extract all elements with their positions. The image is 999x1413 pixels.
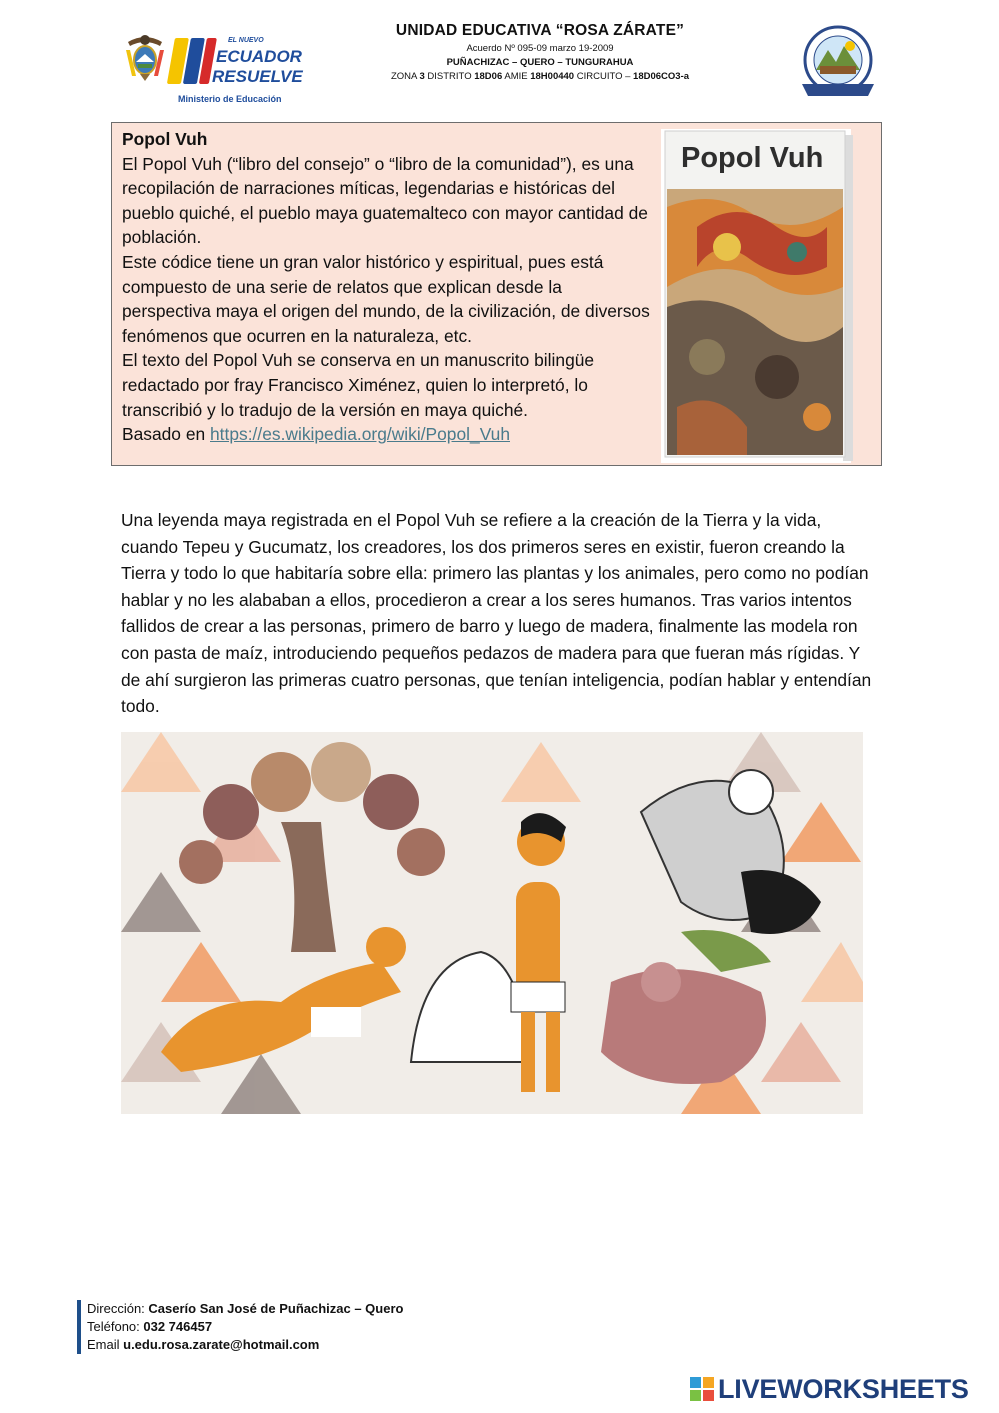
maya-creation-illustration bbox=[121, 732, 863, 1114]
ministry-of-education-logo bbox=[176, 32, 303, 106]
wikipedia-link[interactable]: https://es.wikipedia.org/wiki/Popol_Vuh bbox=[210, 424, 510, 445]
ministry-name-text: Ministerio de Educación bbox=[178, 94, 282, 104]
ministry-line2-text: RESUELVE bbox=[212, 67, 303, 86]
liveworksheets-logo-icon bbox=[690, 1377, 714, 1401]
email-label: Email bbox=[87, 1337, 124, 1352]
info-paragraph-2: Este códice tiene un gran valor histórico y espiritual, pues está compuesto de una serie de relatos que explican desde la perspectiva maya el origen del mundo, de la civilización, de diversos fenómenos que ocurren en la naturaleza, etc. bbox=[122, 251, 650, 346]
address-value: Caserío San José de Puñachizac – Quero bbox=[148, 1301, 404, 1316]
zone-line bbox=[330, 71, 750, 82]
email-value: u.edu.rosa.zarate@hotmail.com bbox=[123, 1337, 320, 1352]
ministry-line1-text: ECUADOR bbox=[216, 47, 302, 66]
book-cover-title: Popol Vuh bbox=[681, 142, 824, 174]
zone-value: 3 bbox=[419, 71, 425, 82]
header-text-block bbox=[330, 22, 750, 82]
amie-value: 18H00440 bbox=[530, 71, 575, 82]
phone-line bbox=[87, 1318, 403, 1336]
source-prefix: Basado en bbox=[122, 424, 210, 445]
popol-vuh-book-cover bbox=[657, 127, 857, 465]
liveworksheets-brand[interactable] bbox=[690, 1372, 990, 1406]
location-line bbox=[330, 57, 750, 68]
address-label: Dirección: bbox=[87, 1301, 149, 1316]
amie-label: AMIE bbox=[504, 71, 528, 82]
school-name: UNIDAD EDUCATIVA “ROSA ZÁRATE” bbox=[395, 22, 685, 39]
agreement-line: Acuerdo Nº 095-09 marzo 19-2009 bbox=[466, 43, 614, 54]
popol-vuh-info-box bbox=[111, 122, 882, 466]
location-text: PUÑACHIZAC – QUERO – TUNGURAHUA bbox=[446, 57, 634, 68]
maya-legend-paragraph: Una leyenda maya registrada en el Popol Vuh se refiere a la creación de la Tierra y la vida, cuando Tepeu y Gucumatz, los creadores, los dos primeros seres en existir, fueron creando la Tierra y todo lo que habitaría sobre ella: primero las plantas y los animales, pero como no podían hablar y no les alababan a ellos, procedieron a crear a los seres humanos. Tras varios intentos fallidos de crear a las personas, primero de barro y luego de madera, finalmente las modela ron con pasta de maíz, introduciendo pequeños pedazos de madera para que fueran más rígidas. Y de ahí surgieron las primeras cuatro personas, que tenían inteligencia, podían hablar y entendían todo. bbox=[121, 510, 872, 717]
email-line bbox=[87, 1336, 403, 1354]
book-cover-artwork bbox=[667, 189, 843, 455]
info-title: Popol Vuh bbox=[122, 129, 208, 149]
zone-label: ZONA bbox=[390, 71, 417, 82]
page-header bbox=[0, 18, 999, 108]
circuit-value: 18D06CO3-a bbox=[633, 71, 690, 82]
info-source bbox=[122, 422, 652, 447]
circuit-label: CIRCUITO – bbox=[576, 71, 631, 82]
ministry-top-text: EL NUEVO bbox=[228, 37, 264, 44]
school-seal-icon bbox=[798, 22, 878, 106]
ecuador-coat-of-arms-icon bbox=[124, 32, 166, 82]
contact-footer bbox=[77, 1300, 403, 1354]
liveworksheets-text: LIVEWORKSHEETS bbox=[718, 1374, 969, 1404]
phone-value: 032 746457 bbox=[143, 1319, 213, 1334]
district-label: DISTRITO bbox=[427, 71, 472, 82]
info-paragraph-1: El Popol Vuh (“libro del consejo” o “libro de la comunidad”), es una recopilación de narraciones míticas, legendarias e históricas del pueblo quiché, el pueblo maya guatemalteco con mayor cantidad de población. bbox=[122, 153, 648, 248]
info-paragraph-3: El texto del Popol Vuh se conserva en un manuscrito bilingüe redactado por fray Francisco Ximénez, quien lo interpretó, lo transcribió y lo tradujo de la versión en maya quiché. bbox=[122, 350, 595, 420]
info-text-block bbox=[122, 127, 652, 447]
district-value: 18D06 bbox=[474, 71, 503, 82]
address-line bbox=[87, 1300, 403, 1318]
phone-label: Teléfono: bbox=[87, 1319, 144, 1334]
